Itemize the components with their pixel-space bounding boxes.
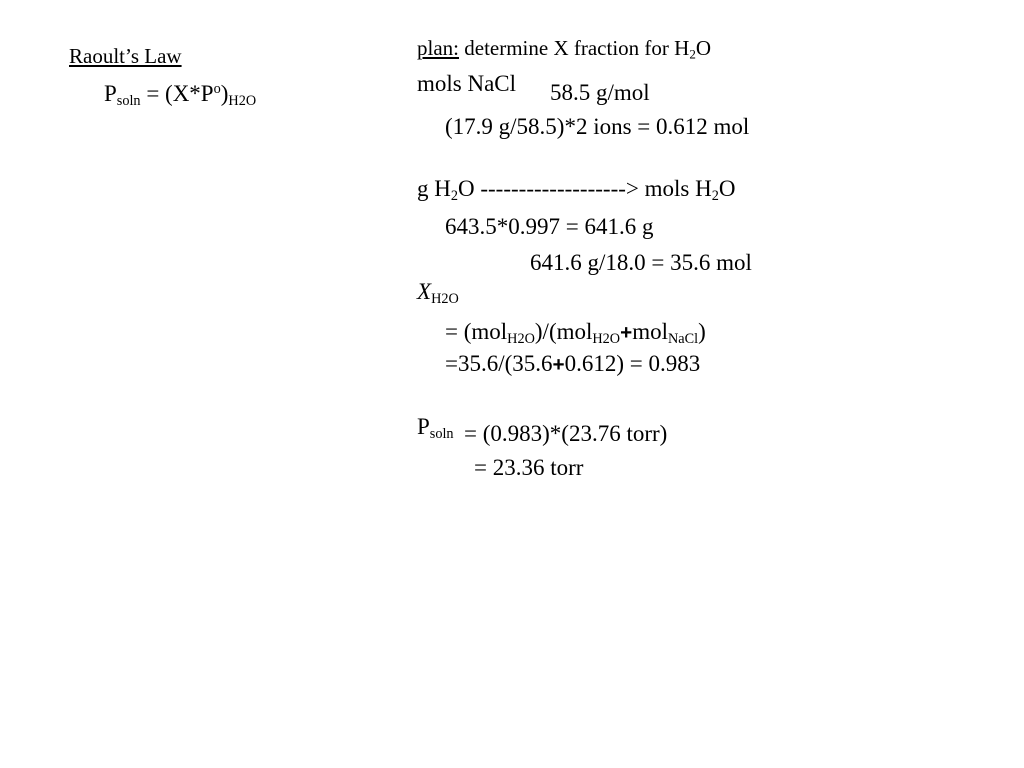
grams-calc-1: 643.5*0.997 = 641.6 g — [445, 214, 654, 239]
x-fraction-symbol: $X_{H2O}$ — [417, 279, 459, 307]
x-fraction-formula: = (mol$_{H2O}$)/(mol$_{H2O}$+mol$_{NaCl}$) — [445, 319, 706, 347]
grams-to-mols-line: g $H_2O$ -------------------> mols $H_2O$ — [417, 176, 736, 204]
mols-nacl-rate: 58.5 g/mol — [550, 80, 650, 105]
plan-label: plan: — [417, 36, 459, 60]
grams-calc-2: 641.6 g/18.0 = 35.6 mol — [530, 250, 752, 275]
plan-line: plan: determine X fraction for $H_2O$ — [417, 36, 712, 62]
raoults-law-formula: $P_{soln} = (X*P^o)_{H2O}$ — [104, 81, 257, 109]
psoln-calc-1: = (0.983)*(23.76 torr) — [464, 421, 668, 446]
mols-nacl-calc: (17.9 g/58.5)*2 ions = 0.612 mol — [445, 114, 750, 139]
psoln-calc-2: = 23.36 torr — [474, 455, 584, 480]
x-fraction-value: =35.6/(35.6+0.612) = 0.983 — [445, 351, 701, 376]
mols-nacl-label: mols NaCl — [417, 71, 517, 96]
psoln-symbol: $P_{soln}$ — [417, 414, 454, 442]
title-text: Raoult’s Law — [69, 44, 182, 68]
raoults-law-title — [69, 46, 182, 67]
